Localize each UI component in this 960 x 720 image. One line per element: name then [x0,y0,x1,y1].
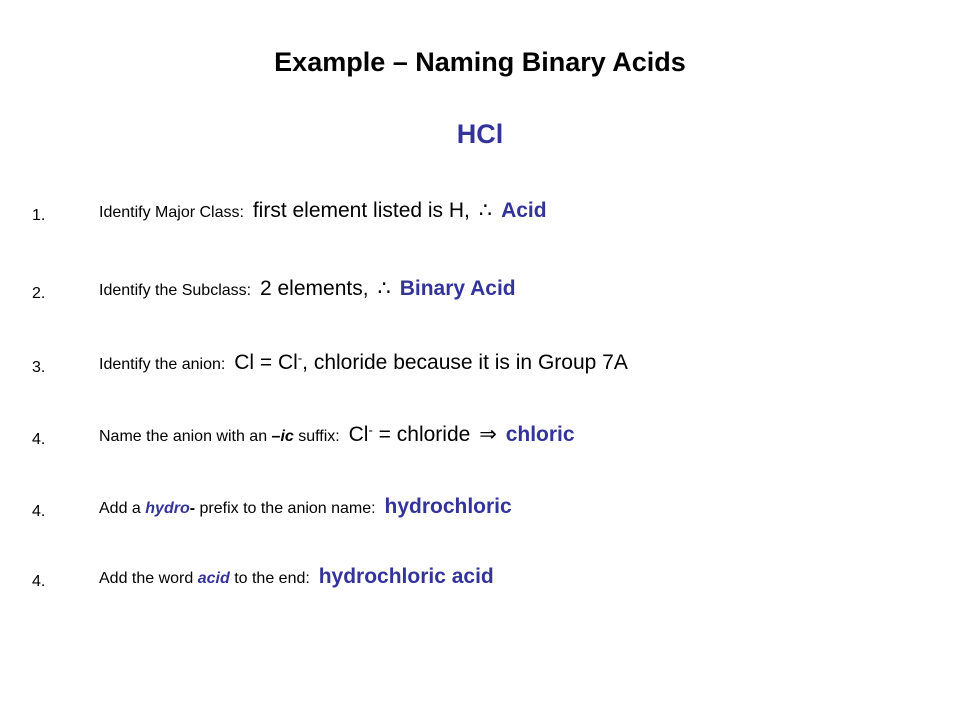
charge-superscript: - [368,422,373,438]
step-instruction: Add the word acid to the end: [99,570,310,587]
step-result: hydrochloric [384,495,512,518]
charge-superscript: - [297,350,303,366]
step-number: 3. [32,359,46,376]
prefix-emphasis: hydro [145,500,190,517]
step-answer-pre: Cl = Cl [234,351,298,374]
step-instruction: Identify Major Class: [99,204,244,221]
step-result: Acid [501,199,547,222]
step-content [99,275,516,304]
step-number: 1. [32,207,46,224]
step-content [99,421,575,450]
step-4 [0,420,960,454]
step-content [99,494,512,522]
step-answer: first element listed is H, [252,199,470,222]
step-answer-post: , chloride because it is in Group 7A [302,351,628,374]
implies-arrow-icon: ⇒ [479,422,497,446]
step-5 [0,492,960,526]
step-instruction: Add a hydro- prefix to the anion name: [99,500,376,517]
step-2 [0,274,960,308]
step-answer-pre: Cl [348,423,369,446]
compound-formula: HCl [456,119,504,149]
therefore-symbol: ∴ [478,198,493,222]
step-6 [0,562,960,596]
step-answer-post: = chloride [372,423,471,446]
step-number: 4. [32,431,46,448]
step-1 [0,196,960,230]
step-answer: 2 elements, [259,277,369,300]
slide-title: Example – Naming Binary Acids [274,47,686,77]
step-instruction: Identify the anion: [99,356,226,373]
step-content [99,564,494,592]
step-result: hydrochloric acid [318,565,494,588]
step-content [99,197,547,226]
step-result: chloric [505,423,575,446]
step-instruction: Identify the Subclass: [99,282,252,299]
step-result: Binary Acid [399,277,516,300]
suffix-emphasis: –ic [271,428,294,445]
step-instruction: Name the anion with an –ic suffix: [99,428,340,445]
step-content [99,350,628,378]
therefore-symbol: ∴ [377,276,391,300]
step-number: 2. [32,285,46,302]
step-number: 4. [32,503,46,520]
step-3 [0,348,960,382]
word-emphasis: acid [197,570,230,587]
step-number: 4. [32,573,46,590]
